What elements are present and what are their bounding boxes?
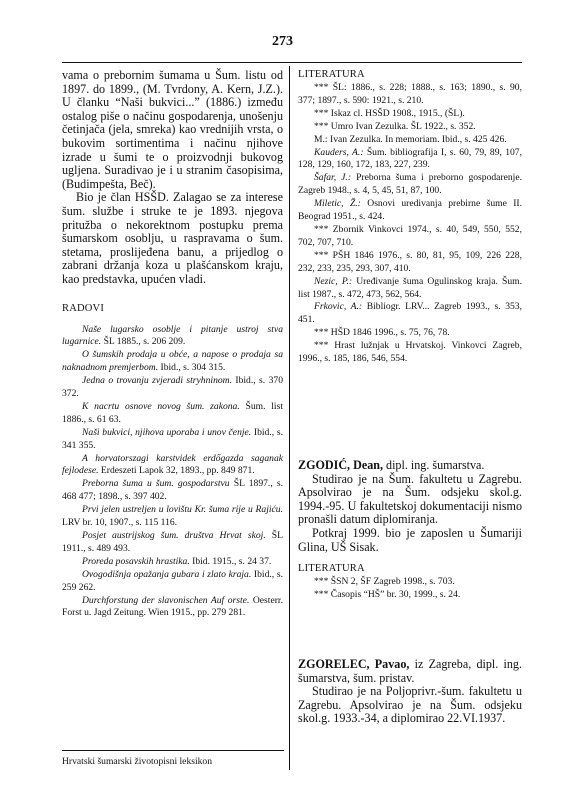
radovi-title: Proreda posavskih hrastika. (82, 555, 190, 567)
radovi-item (62, 324, 283, 350)
literatura-text: *** Hrast lužnjak u Hrvatskoj. Vinkovci Zagreb, 1996., s. 185, 186, 546, 554. (298, 340, 522, 365)
radovi-item (62, 569, 283, 595)
literatura-text: Osnovi uredivanja prebirne šume II. Beograd 1951., s. 424. (298, 198, 522, 223)
radovi-source: LRV br. 10, 1907., s. 115 116. (62, 517, 178, 529)
radovi-item (62, 349, 283, 375)
radovi-source: Erdeszeti Lapok 32, 1893., pp. 849 871. (98, 465, 255, 477)
radovi-item (62, 453, 283, 479)
bio-paragraph: Bio je član HSŠD. Zalagao se za interese šum. službe i struke te je 1893. njegova pritužba o nekorektnom postupku prema šumarskom osoblju, u raspravama o šum. stetama, proslijeđena banu, a prijedlog o zabrani držanja koza u plašćanskom kraju, kao predstavka, upućen vladi. (62, 190, 283, 286)
literatura-item (298, 276, 522, 302)
literatura-text: M.: Ivan Zezulka. In memoriam. Ibid., s. 425 426. (314, 133, 507, 145)
literatura-text: Uređivanje šuma Ogulinskog kraja. Šum. list 1987., s. 472, 473, 562, 564. (298, 275, 523, 300)
footer-text: Hrvatski šumarski životopisni leksikon (62, 756, 213, 767)
entry-paragraph: Studirao je na Šum. fakultetu u Zagrebu. Apsolvirao je na Šum. odsjeku skol.g. 1994.-95. U fakultetskoj dokumentaciji nismo pronašli datum diplomiranja. (298, 471, 522, 527)
column-divider (289, 66, 290, 770)
entry-title: iz Zagreba, dipl. ing. šumarstva, šum. pristav. (298, 657, 522, 685)
literatura-text: Bibliogr. LRV... Zagreb 1993., s. 353, 451. (298, 301, 522, 326)
radovi-list (62, 324, 283, 621)
literatura-item (298, 147, 522, 173)
literatura-item (298, 250, 522, 276)
literatura-item (298, 301, 522, 327)
literatura-text: *** ŠL: 1886., s. 228; 1888., s. 163; 1890., s. 90, 377; 1897., s. 590: 1921., s. 210. (298, 82, 522, 106)
radovi-item (62, 556, 283, 569)
radovi-title: O šumskih prodaja u obće, a napose o prodaja sa naknadnom premjerbom. (62, 349, 283, 374)
literatura-text: *** Umro Ivan Zezulka. ŠL 1922., s. 352. (314, 120, 476, 132)
radovi-source: Ibid. 1915., s. 24 37. (189, 555, 272, 567)
literatura-item (298, 198, 522, 224)
radovi-title: Ovogodišnja opažanja gubara i zlato kraja. (82, 568, 252, 580)
literatura-item: *** Časopis “HŠ” br. 30, 1999., s. 24. (314, 589, 461, 601)
literatura-text: *** Zbornik Vinkovci 1974., s. 40, 549, 550, 552, 702, 707, 710. (298, 223, 522, 248)
literatura-heading: LITERATURA (298, 69, 365, 80)
radovi-source: Šum. list 1886., s. 61 63. (62, 400, 283, 425)
literatura-text: *** Iskaz cl. HSŠD 1908., 1915., (ŠL). (314, 107, 465, 119)
literatura-item (298, 82, 522, 108)
radovi-item (62, 595, 283, 621)
radovi-title: Prvi jelen ustreljen u lovištu Kr. šuma rije u Rajiću. (82, 504, 283, 516)
literatura-item (298, 121, 522, 134)
literatura-item (298, 327, 522, 340)
page-number: 273 (272, 34, 293, 49)
radovi-item (62, 478, 283, 504)
radovi-source: Ibid., s. 304 315. (158, 362, 226, 374)
entry-name: ZGODIĆ, Dean, (298, 458, 383, 472)
radovi-title: Preborna šuma u šum. gospodarstvu (82, 478, 230, 490)
literatura-item (298, 340, 522, 366)
bio-paragraph: vama o prebornim šumama u Šum. listu od 1897. do 1899., (M. Tvrdony, A. Kern, J.Z.). U članku “Naši bukvici...” (1886.) između ostalog piše o načinu gospodarenja, unošenju četinjača (jela, smreka) kao vrednijih vrsta, o bukovim sortimentima i načinu njihove izrade u šumi te o proizvodnji bukovog ugljena. Suradivao je i u stranim časopisima, (Budimpešta, Beč). (62, 68, 283, 191)
literatura-item: *** ŠSN 2, ŠF Zagreb 1998., s. 703. (314, 576, 455, 588)
literatura-text: *** PŠH 1846 1976., s. 80, 81, 95, 109, 226 228, 232, 233, 235, 293, 307, 410. (298, 249, 522, 274)
radovi-title: A horvatorszagi karstvidek erdőgazda saganak fejlodese. (62, 452, 283, 477)
radovi-title: Durchforstung der slavonischen Auf orste. (82, 594, 250, 606)
entry-zgorelec (298, 658, 522, 726)
radovi-title: Jedna o trovanju zvjeradi stryhninom. (82, 375, 232, 387)
radovi-source: ŠL 1897., s. 468 477; 1898., s. 397 402. (62, 478, 283, 503)
entry-paragraph: Studirao je na Poljoprivr.-šum. fakultetu u Zagrebu. Apsolvirao je na Šum. odsjeku skol.g. 1933.-34, a diplomirao 22.VI.1937. (298, 684, 522, 726)
header-rule (62, 62, 522, 63)
literatura-author: Šafar, J.: (314, 172, 352, 184)
literatura-item (298, 172, 522, 198)
left-column (62, 69, 283, 620)
literatura-heading: LITERATURA (298, 563, 365, 575)
literatura-author: Nezic, P.: (314, 275, 353, 287)
radovi-title: K nacrtu osnove novog šum. zakona. (82, 400, 240, 412)
radovi-title: Naši bukvici, njihova uporaba i unov čenje. (82, 426, 252, 438)
literatura-author: Kauders, A.: (314, 146, 364, 158)
radovi-source: ŠL 1911., s. 489 493. (62, 530, 283, 554)
entry-paragraph: Potkraj 1999. bio je zaposlen u Šumariji Glina, UŠ Sisak. (298, 525, 522, 554)
literatura-item (298, 134, 522, 147)
right-column (298, 69, 522, 366)
literatura-item (298, 108, 522, 121)
literatura-text: Preborna šuma i preborno gospodarenje. Zagreb 1948., s. 4, 5, 45, 51, 87, 100. (298, 172, 522, 197)
entry-title: dipl. ing. šumarstva. (383, 458, 485, 472)
entry-zgodic (298, 459, 522, 602)
literatura-text: *** HŠD 1846 1996., s. 75, 76, 78. (314, 327, 450, 339)
radovi-source: Oesterr. Forst u. Jagd Zeitung. Wien 1915., pp. 279 281. (62, 594, 283, 619)
radovi-item (62, 375, 283, 401)
literatura-author: Frkovic, A.: (314, 301, 363, 313)
literatura-item (298, 224, 522, 250)
literatura-author: Miletic, Ž.: (314, 198, 361, 210)
radovi-item (62, 427, 283, 453)
literatura-text: Šum. bibliografija I, s. 60, 79, 89, 107, 128, 129, 160, 172, 183, 227, 239. (298, 146, 522, 171)
radovi-source: Ibid., s. 259 262. (62, 568, 283, 593)
radovi-item (62, 401, 283, 427)
radovi-title: Posjet austrijskog šum. društva Hrvat skoj. (82, 530, 266, 541)
entry-name: ZGORELEC, Pavao, (298, 657, 410, 671)
literatura-list (298, 82, 522, 366)
radovi-source: ŠL 1885., s. 206 209. (101, 336, 186, 348)
footer-rule (62, 750, 284, 751)
radovi-source: Ibid., s. 341 355. (62, 426, 283, 451)
radovi-title: Naše lugarsko osoblje i pitanje ustroj stva lugarnice. (62, 323, 283, 348)
radovi-heading: RADOVI (62, 302, 105, 314)
radovi-item (62, 530, 283, 556)
radovi-item (62, 504, 283, 530)
radovi-source: Ibid., s. 370 372. (62, 375, 283, 400)
